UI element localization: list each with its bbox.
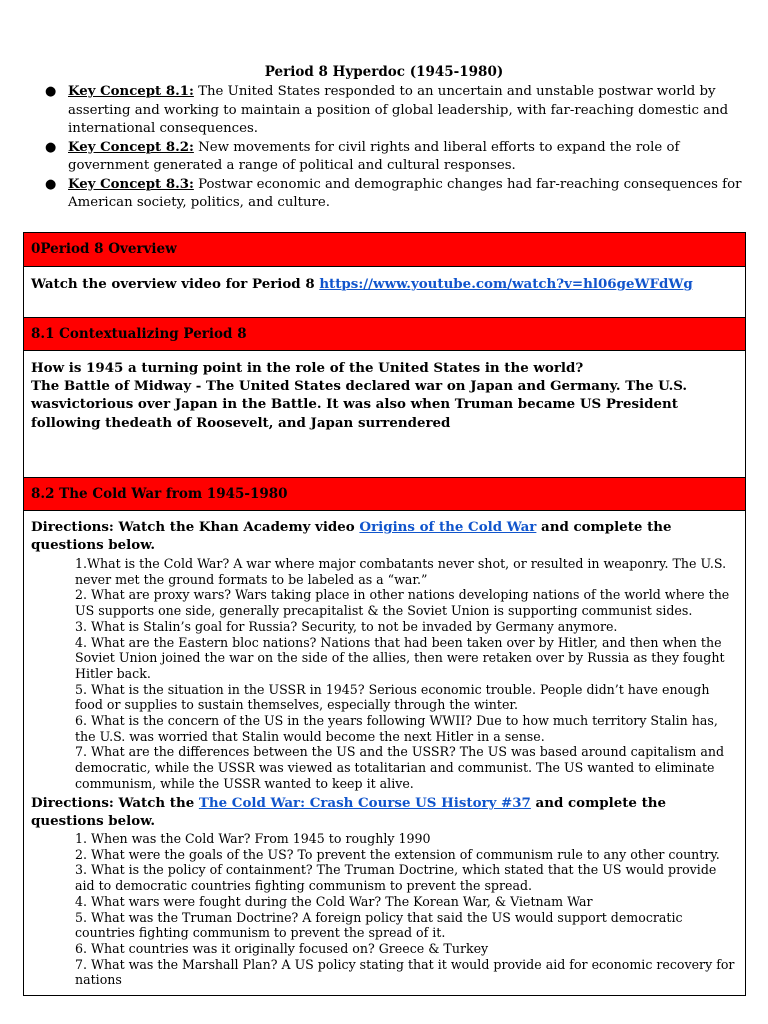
section-header-overview: [24, 233, 745, 267]
directions-crash-suffix: and complete the questions below.: [31, 795, 667, 830]
overview-video-link[interactable]: https://www.youtube.com/watch?v=hl06geWFdWg: [319, 276, 693, 292]
cold-war-cell: [24, 511, 745, 995]
question-item: 5. What was the Truman Doctrine? A foreign policy that said the US would support democratic countries fighting communism to prevent the spread of it.: [75, 909, 683, 941]
question-item: 6. What is the concern of the US in the years following WWII? Due to how much territory Stalin has, the U.S. was worried that Stalin would become the next Hitler in a sense.: [75, 713, 718, 744]
bullet-icon: ●: [45, 84, 57, 99]
question-item: 1. When was the Cold War? From 1945 to roughly 1990: [75, 831, 431, 846]
question-item: 4. What are the Eastern bloc nations? Nations that had been taken over by Hitler, and then when the Soviet Union joined the war on the side of the allies, then were retaken over by Russia as they fought Hitler back.: [75, 634, 725, 681]
page-title: Period 8 Hyperdoc (1945-1980): [264, 64, 504, 80]
key-concept-text: The United States responded to an uncertain and unstable postwar world by asserting and working to maintain a position of global leadership, with far-reaching domestic and international consequences.: [68, 84, 729, 136]
bullet-icon: ●: [45, 139, 57, 155]
hyperdoc-table: [23, 232, 746, 996]
directions-khan: [31, 518, 736, 555]
directions-khan-suffix: and complete the questions below.: [31, 519, 672, 554]
question-item: 7. What are the differences between the US and the USSR? The US was based around capitalism and democratic, while the USSR was viewed as totalitarian and communist. The US wanted to eliminate communism, while the USSR wanted to keep it alive.: [75, 744, 725, 791]
question-item: 2. What were the goals of the US? To prevent the extension of communism rule to any other country.: [75, 846, 720, 862]
overview-text: Watch the overview video for Period 8: [31, 276, 320, 292]
section-header-label: 8.1 Contextualizing Period 8: [31, 326, 247, 342]
overview-text-block: [31, 275, 736, 293]
question-item: 5. What is the situation in the USSR in 1945? Serious economic trouble. People didn’t have enough food or supplies to sustain themselves, especially through the winter.: [75, 681, 710, 713]
bullet-icon: ●: [45, 176, 57, 192]
context-question: How is 1945 a turning point in the role of the United States in the world?: [31, 360, 584, 376]
key-concept-item: [40, 83, 745, 139]
overview-cell: [24, 267, 745, 318]
question-item: 6. What countries was it originally focused on? Greece & Turkey: [75, 940, 489, 956]
directions-khan-text: Directions: Watch the Khan Academy video: [31, 519, 360, 535]
key-concept-item: [40, 176, 745, 213]
origins-cold-war-link[interactable]: Origins of the Cold War: [359, 519, 537, 535]
directions-crash-text: Directions: Watch the: [31, 795, 199, 811]
key-concept-text: New movements for civil rights and liberal efforts to expand the role of government generated a range of political and cultural responses.: [68, 139, 680, 173]
section-header-cold-war: [24, 478, 745, 511]
key-concept-item: [40, 139, 745, 176]
key-concepts-list: [40, 83, 745, 213]
context-cell: [24, 351, 745, 478]
khan-questions-list: [75, 556, 739, 792]
section-header-contextualizing: [24, 318, 745, 351]
key-concept-label: Key Concept 8.3:: [68, 176, 194, 192]
key-concept-label: Key Concept 8.2:: [68, 139, 194, 155]
question-item: 7. What was the Marshall Plan? A US policy stating that it would provide aid for economic recovery for nations: [75, 956, 735, 988]
question-item: 4. What wars were fought during the Cold War? The Korean War, & Vietnam War: [75, 893, 593, 909]
section-header-label: 8.2 The Cold War from 1945-1980: [31, 486, 288, 502]
key-concept-label: Key Concept 8.1:: [68, 84, 194, 99]
context-answer: The Battle of Midway - The United States declared war on Japan and Germany. The U.S. wasvictorious over Japan in the Battle. It was also when Truman became US President following thedeath of Roosevelt, and Japan surrendered: [31, 378, 688, 431]
crash-course-questions-list: [75, 831, 739, 988]
crash-course-link[interactable]: The Cold War: Crash Course US History #37: [198, 795, 531, 811]
directions-crash-course: [31, 794, 736, 831]
key-concept-text: Postwar economic and demographic changes had far-reaching consequences for American society, politics, and culture.: [68, 176, 742, 210]
question-item: 1.What is the Cold War? A war where major combatants never shot, or resulted in weaponry. The U.S. never met the ground formats to be labeled as a “war.”: [75, 556, 727, 587]
section-header-label: 0Period 8 Overview: [31, 241, 177, 257]
question-item: 2. What are proxy wars? Wars taking place in other nations developing nations of the world where the US supports one side, generally precapitalist & the Soviet Union is supporting communist sides.: [75, 587, 730, 619]
question-item: 3. What is Stalin’s goal for Russia? Security, to not be invaded by Germany anymore.: [75, 618, 618, 634]
question-item: 3. What is the policy of containment? The Truman Doctrine, which stated that the US would provide aid to democratic countries fighting communism to prevent the spread.: [75, 862, 717, 894]
